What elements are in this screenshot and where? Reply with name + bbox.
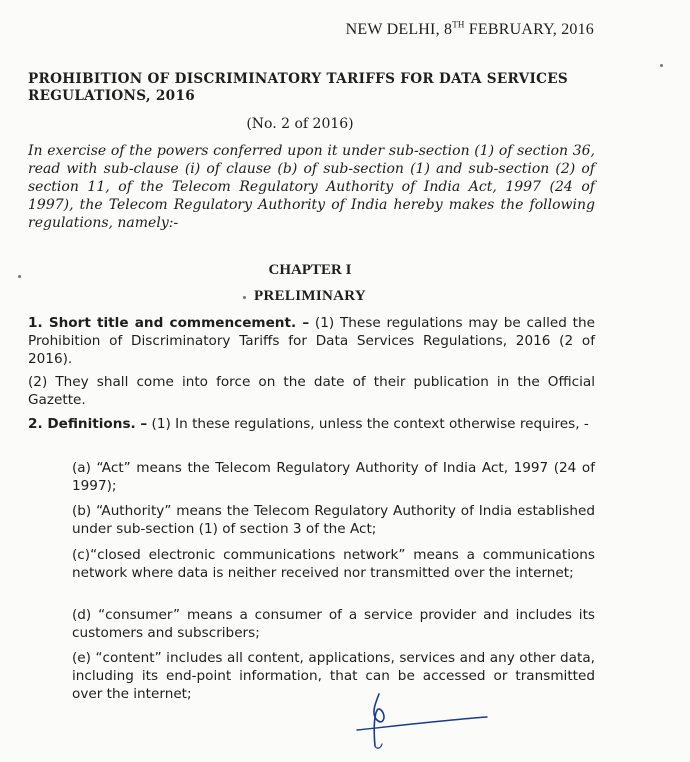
dateline bbox=[346, 21, 594, 39]
section-1-clause-2: (2) They shall come into force on the date of their publication in the Official Gazette. bbox=[28, 374, 595, 408]
scan-speck bbox=[243, 296, 246, 299]
signature-hook bbox=[375, 744, 382, 748]
scan-speck bbox=[660, 64, 663, 67]
section-2-heading: 2. Definitions. – bbox=[28, 416, 148, 432]
definition-a: (a) “Act” means the Telecom Regulatory Authority of India Act, 1997 (24 of 1997); bbox=[72, 460, 595, 494]
handwritten-signature bbox=[355, 690, 495, 750]
section-2 bbox=[28, 415, 595, 433]
signature-loop bbox=[374, 694, 384, 746]
section-2-text: (1) In these regulations, unless the context otherwise requires, - bbox=[147, 416, 589, 432]
chapter-heading: CHAPTER I bbox=[268, 262, 352, 278]
date-prefix: NEW DELHI, 8 bbox=[345, 21, 453, 38]
definition-c: (c)“closed electronic communications network” means a communications network where data is neither received nor transmitted over the internet; bbox=[72, 547, 595, 581]
date-ordinal: TH bbox=[452, 19, 465, 30]
section-1-text: (1) These regulations may be called the Prohibition of Discriminatory Tariffs for Data Services Regulations, 2016 (2 of 2016). bbox=[28, 315, 595, 367]
definition-e: (e) “content” includes all content, applications, services and any other data, including its end-point information, that can be accessed or transmitted over the internet; bbox=[72, 650, 595, 702]
section-1 bbox=[28, 314, 595, 368]
preamble: In exercise of the powers conferred upon it under sub-section (1) of section 36, read with sub-clause (i) of clause (b) of sub-section (1) and sub-section (2) of section 11, of the Telecom Regulatory Authority of India Act, 1997 (24 of 1997), the Telecom Regulatory Authority of India hereby makes the following regulations, namely:- bbox=[28, 143, 595, 231]
definition-b: (b) “Authority” means the Telecom Regulatory Authority of India established under sub-section (1) of section 3 of the Act; bbox=[72, 503, 595, 537]
scan-speck bbox=[18, 275, 21, 278]
chapter-subheading: PRELIMINARY bbox=[254, 288, 366, 304]
date-suffix: FEBRUARY, 2016 bbox=[464, 21, 594, 38]
regulation-title: PROHIBITION OF DISCRIMINATORY TARIFFS FOR DATA SERVICES REGULATIONS, 2016 bbox=[28, 71, 569, 104]
definition-d: (d) “consumer” means a consumer of a service provider and includes its customers and subscribers; bbox=[72, 607, 595, 641]
regulation-number: (No. 2 of 2016) bbox=[246, 116, 354, 132]
section-1-heading: 1. Short title and commencement. – bbox=[28, 315, 310, 331]
